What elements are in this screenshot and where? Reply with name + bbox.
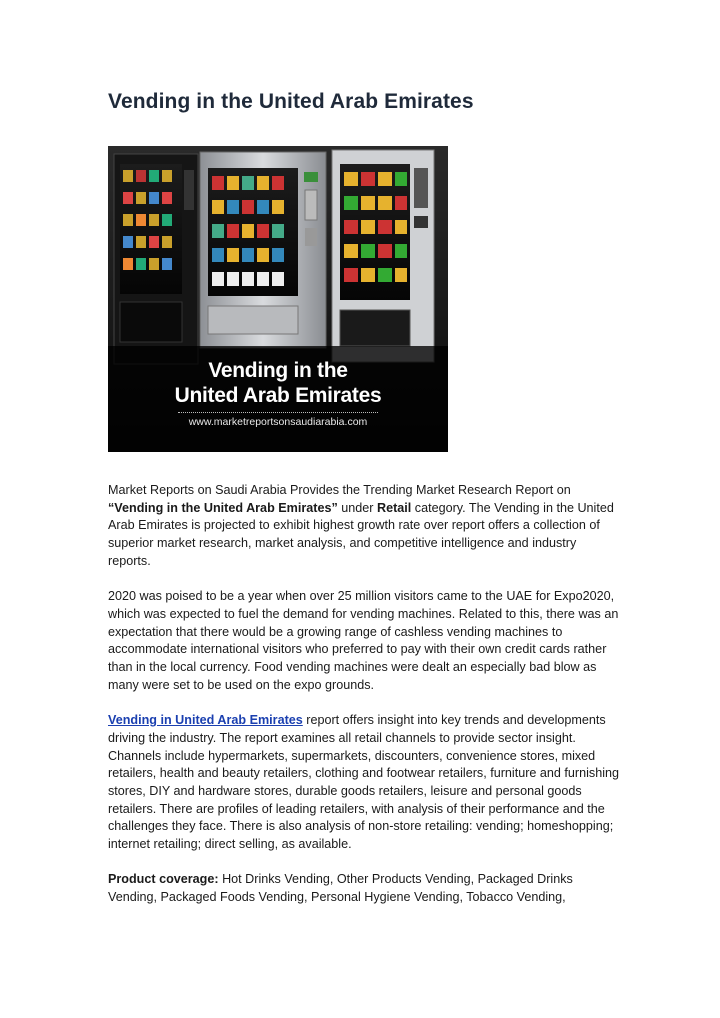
- report-name: Vending in the United Arab Emirates: [114, 500, 332, 515]
- article-body: [108, 482, 620, 925]
- hero-caption-url: www.marketreportsonsaudiarabia.com: [188, 416, 368, 428]
- left-vending-machine: [114, 154, 198, 364]
- hero-image: [108, 146, 448, 452]
- close-quote: ”: [331, 500, 338, 515]
- report-link[interactable]: Vending in United Arab Emirates: [108, 713, 303, 728]
- product-coverage-label: Product coverage:: [108, 872, 219, 887]
- report-text: report offers insight into key trends and developments driving the industry. The report examines all retail channels to provide sector insight. Channels include hypermarkets, supermarkets, discounters, convenience stores, mixed retailers, health and beauty retailers, clothing and footwear retailers, furniture and furnishing stores, DIY and hardware stores, durable goods retailers, leisure and personal goods retailers. There are profiles of leading retailers, with analysis of their performance and the challenges they face. There is also analysis of non-store retailing: vending; homeshopping; internet retailing; direct selling, as available.: [108, 713, 620, 852]
- hero-caption-line1: Vending in the: [208, 359, 348, 382]
- hero-caption-line2: United Arab Emirates: [174, 384, 382, 407]
- product-coverage-text: Hot Drinks Vending, Other Products Vending, Packaged Drinks Vending, Packaged Foods Vending, Personal Hygiene Vending, Tobacco Vending,: [108, 872, 573, 905]
- page-title: Vending in the United Arab Emirates: [108, 90, 474, 113]
- intro-mid: under: [337, 500, 377, 515]
- hero-divider: [178, 412, 378, 413]
- product-coverage-paragraph: [108, 871, 620, 906]
- hero-caption: [108, 358, 448, 428]
- intro-text: Market Reports on Saudi Arabia Provides the Trending Market Research Report on: [108, 483, 571, 497]
- expo-paragraph: 2020 was poised to be a year when over 25 million visitors came to the UAE for Expo2020, which was expected to fuel the demand for vending machines. Related to this, there was an expectation that there would be a growing range of cashless vending machines to accommodate international visitors who preferred to pay with their own credit cards rather than in the local currency. Food vending machines were dealt an especially bad blow as many were set to be used on the expo grounds.: [108, 589, 619, 692]
- right-vending-machine: [332, 150, 434, 362]
- category-name: Retail: [376, 500, 412, 515]
- middle-vending-machine: [200, 152, 326, 348]
- intro-after: category. The Vending in the United Arab Emirates is projected to exhibit highest growth rate over report offers a collection of superior market research, market analysis, and competitive intelligence and industry reports.: [108, 500, 614, 568]
- intro-paragraph: [108, 482, 620, 571]
- report-paragraph: [108, 712, 620, 854]
- open-quote: “: [108, 500, 115, 515]
